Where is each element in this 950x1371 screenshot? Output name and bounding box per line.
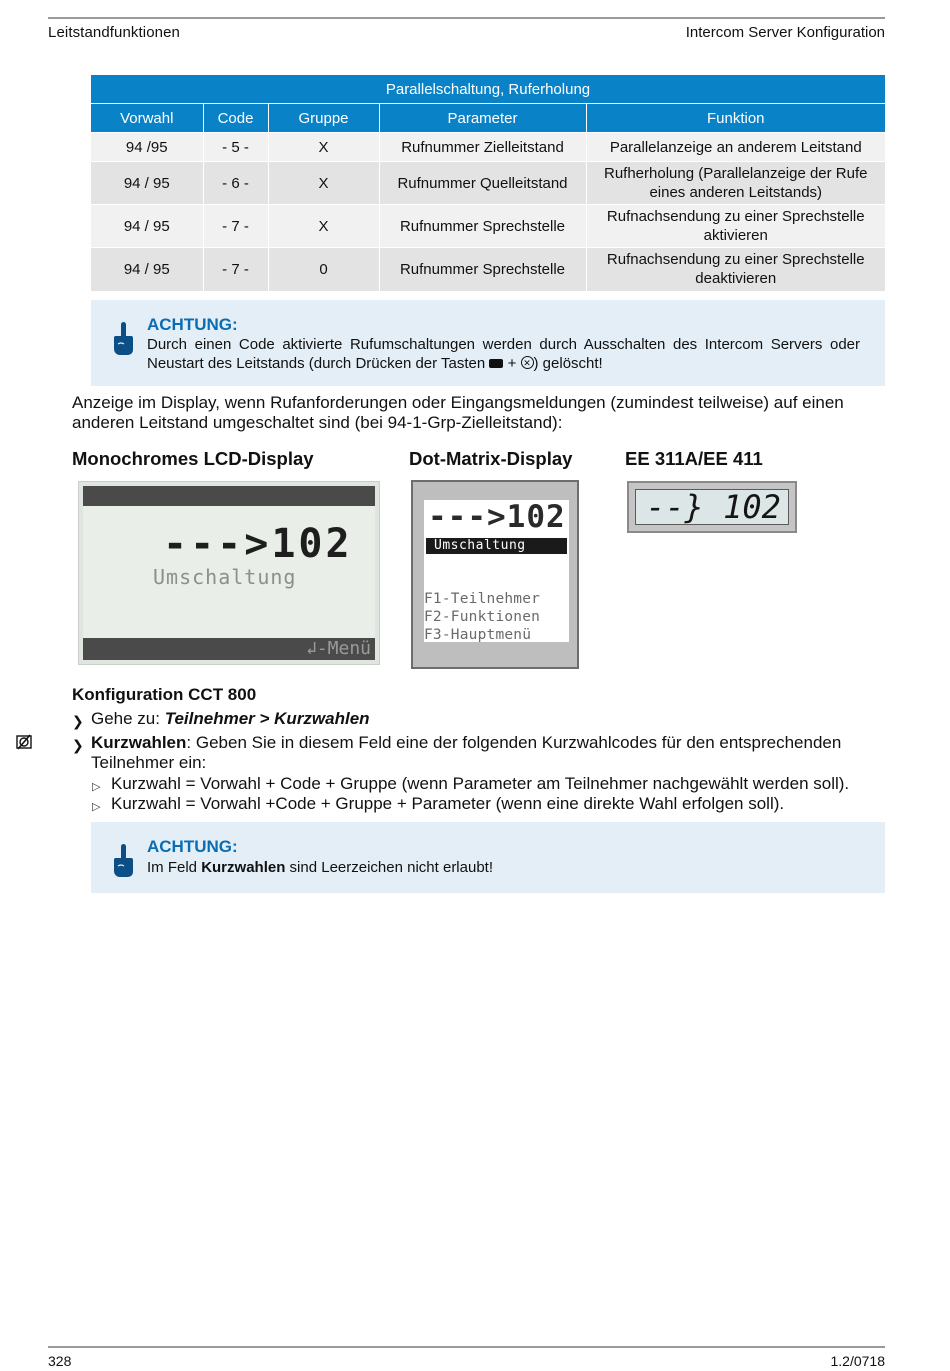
cancel-key-icon: ✕ xyxy=(521,356,534,369)
outline-chevron-icon: ▷ xyxy=(92,801,101,813)
cell-funktion: Rufherholung (Parallelanzeige der Rufe eines anderen Leitstands) xyxy=(586,162,885,205)
cell-vorwahl: 94 /95 xyxy=(91,133,203,162)
table-row xyxy=(91,133,885,162)
dot-screen xyxy=(424,500,569,642)
lcd-screen xyxy=(83,506,375,638)
warning-text xyxy=(147,858,860,877)
cell-parameter: Rufnummer Quelleitstand xyxy=(379,162,586,205)
dot-display-heading: Dot-Matrix-Display xyxy=(409,448,573,469)
mono-lcd-display xyxy=(78,481,380,665)
warning-title: ACHTUNG: xyxy=(147,837,238,856)
outline-chevron-icon: ▷ xyxy=(92,781,101,793)
warning-text-end: ) gelöscht! xyxy=(533,355,603,372)
display-intro-paragraph: Anzeige im Display, wenn Rufanforderungen oder Eingangsmeldungen (zumindest teilweise) auf einen anderen Leitstand umgeschaltet sind (bei 94-1-Grp-Zielleitstand): xyxy=(72,393,844,432)
chevron-right-icon: ❯ xyxy=(72,713,84,729)
cell-parameter: Rufnummer Sprechstelle xyxy=(379,248,586,291)
sub-item-1-text: Kurzwahl = Vorwahl + Code + Gruppe (wenn Parameter am Teilnehmer nachgewählt werden soll). xyxy=(111,774,850,793)
ee-screen xyxy=(635,489,789,525)
cell-code: - 7 - xyxy=(203,248,268,291)
table-row xyxy=(91,205,885,248)
step-kurzwahlen xyxy=(72,733,885,773)
warning-note-reset xyxy=(91,300,885,386)
cell-code: - 5 - xyxy=(203,133,268,162)
dot-line-2-highlight: Umschaltung xyxy=(426,538,567,554)
column-header-parameter: Parameter xyxy=(379,104,586,133)
column-header-gruppe: Gruppe xyxy=(268,104,379,133)
no-spaces-icon xyxy=(14,732,34,752)
ee-display-text: --} 102 xyxy=(646,488,781,526)
cell-funktion: Parallelanzeige an anderem Leitstand xyxy=(586,133,885,162)
cell-code: - 7 - xyxy=(203,205,268,248)
field-name: Kurzwahlen xyxy=(91,733,187,752)
step-goto-text xyxy=(91,709,885,729)
warning-note-spaces xyxy=(91,822,885,893)
header-rule xyxy=(48,17,885,19)
dot-f1-label: F1-Teilnehmer xyxy=(424,591,541,607)
document-version: 1.2/0718 xyxy=(830,1353,885,1369)
warning-field-name: Kurzwahlen xyxy=(201,859,286,876)
lcd-line-2: Umschaltung xyxy=(153,565,297,589)
dot-matrix-display xyxy=(411,480,579,669)
parallel-switching-table xyxy=(91,75,885,291)
warning-text-part: Durch einen Code aktivierte Rufumschaltungen werden durch Ausschalten des Intercom Servers oder Neustart des Leitstands (durch Drücken der Tasten xyxy=(147,336,860,372)
chevron-right-icon: ❯ xyxy=(72,737,84,753)
cell-gruppe: X xyxy=(268,162,379,205)
table-row xyxy=(91,248,885,291)
cell-parameter: Rufnummer Sprechstelle xyxy=(379,205,586,248)
lcd-top-bar xyxy=(83,486,375,506)
step-kurzwahlen-text xyxy=(91,733,885,773)
cell-code: - 6 - xyxy=(203,162,268,205)
warning-text-post: sind Leerzeichen nicht erlaubt! xyxy=(285,859,494,876)
pointing-hand-icon xyxy=(112,844,134,878)
cell-funktion: Rufnachsendung zu einer Sprechstelle aktivieren xyxy=(586,205,885,248)
cell-funktion: Rufnachsendung zu einer Sprechstelle deaktivieren xyxy=(586,248,885,291)
ee-display-heading: EE 311A/EE 411 xyxy=(625,448,763,469)
cell-gruppe: 0 xyxy=(268,248,379,291)
lcd-line-1: --->102 xyxy=(163,521,353,567)
sub-item-2-text: Kurzwahl = Vorwahl +Code + Gruppe + Parameter (wenn eine direkte Wahl erfolgen soll). xyxy=(111,794,785,813)
header-document-title: Intercom Server Konfiguration xyxy=(685,24,885,41)
lcd-bottom-bar xyxy=(83,638,375,660)
dot-f3-label: F3-Hauptmenü xyxy=(424,627,532,643)
warning-title: ACHTUNG: xyxy=(147,315,238,334)
mono-display-heading: Monochromes LCD-Display xyxy=(72,448,314,469)
step-goto-prefix: Gehe zu: xyxy=(91,709,165,728)
warning-text xyxy=(147,335,860,373)
key-icon xyxy=(489,359,503,368)
cell-gruppe: X xyxy=(268,205,379,248)
config-section-title: Konfiguration CCT 800 xyxy=(72,685,257,704)
cell-gruppe: X xyxy=(268,133,379,162)
cell-parameter: Rufnummer Zielleitstand xyxy=(379,133,586,162)
warning-text-pre: Im Feld xyxy=(147,859,202,876)
cell-vorwahl: 94 / 95 xyxy=(91,205,203,248)
pointing-hand-icon xyxy=(112,322,134,356)
dot-f2-label: F2-Funktionen xyxy=(424,609,541,625)
footer-rule xyxy=(48,1346,885,1348)
column-header-code: Code xyxy=(203,104,268,133)
header-section-title: Leitstandfunktionen xyxy=(48,24,180,41)
column-header-vorwahl: Vorwahl xyxy=(91,104,203,133)
menu-path: Teilnehmer > Kurzwahlen xyxy=(164,709,370,728)
column-header-funktion: Funktion xyxy=(586,104,885,133)
dot-line-1: --->102 xyxy=(428,499,566,535)
cell-vorwahl: 94 / 95 xyxy=(91,162,203,205)
table-caption: Parallelschaltung, Ruferholung xyxy=(91,75,885,104)
lcd-menu-label: ↲-Menü xyxy=(305,638,371,659)
ee-segment-display xyxy=(627,481,797,533)
cell-vorwahl: 94 / 95 xyxy=(91,248,203,291)
page-number: 328 xyxy=(48,1353,72,1369)
step-goto xyxy=(72,709,885,729)
table-row xyxy=(91,162,885,205)
plus-sign: + xyxy=(507,355,517,372)
step-kurzwahlen-description: : Geben Sie in diesem Feld eine der folgenden Kurzwahlcodes für den entsprechenden Teilnehmer ein: xyxy=(91,733,842,772)
